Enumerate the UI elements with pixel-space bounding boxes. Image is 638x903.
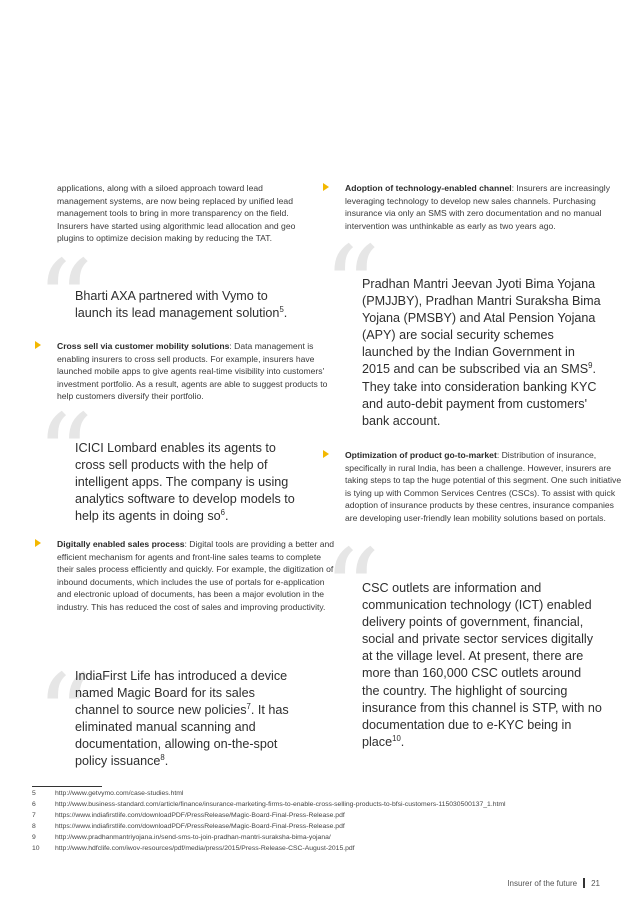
quote-mark-icon: “: [36, 237, 94, 367]
footnote[interactable]: 9 http://www.pradhanmantriyojana.in/send-sms-to-join-pradhan-mantri-suraksha-bima-yojana/: [32, 834, 331, 841]
quote-icici-lombard: ICICI Lombard enables its agents to cross sell products with the help of intelligent apps. The company is using analytics software to develop models to help its agents in doing $so^6$.: [75, 441, 295, 524]
quote-mark-icon: “: [36, 391, 94, 521]
bullet-tech-channel: Adoption of technology-enabled channel: Insurers are increasingly leveraging technology to develop new sales channels. Purchasing insurance via only an SMS with zero documentation and no manual intervention was unthinkable as early as two years ago.: [320, 182, 625, 232]
page-footer: [507, 878, 600, 888]
quote-indiafirst-life: IndiaFirst Life has introduced a device named Magic Board for its sales channel to source new policies$^7$. It has eliminated manual scanning and documentation, allowing on-the-spot policy issuance$^8$.: [75, 669, 289, 769]
bullet-product-gtm: Optimization of product go-to-market: Distribution of insurance, specifically in rural India, has been a challenge. However, insurers are taking steps to tap the huge potential of this segment. One such initiative is tying up with Common Services Centres (CSCs). To assist with quick adoption of insurance products by these centres, insurance companies are developing user-friendly lean mobility solutions based on portals.: [320, 449, 625, 525]
footnote[interactable]: 6 http://www.business-standard.com/article/finance/insurance-marketing-firms-to-enable-cross-selling-products-to-bfsi-customers-115030500137_1.html: [32, 801, 506, 808]
page-number: 21: [591, 879, 600, 888]
footnote[interactable]: 10 http://www.hdfclife.com/iwov-resources/pdf/media/press/2015/Press-Release-CSC-August-2015.pdf: [32, 845, 355, 852]
quote-csc-outlets: CSC outlets are information and communication technology (ICT) enabled delivery points of government, financial, social and private sector services digitally at the village level. At present, there are more than 160,000 CSC outlets around the country. The highlight of sourcing insurance from this channel is STP, with no documentation due to e-KYC being in place$^{10}$.: [362, 581, 602, 749]
bullet-digital-sales: Digitally enabled sales process: Digital tools are providing a better and efficient mechanism for agents and front-line sales teams to complete their sales process efficiently and quickly. For example, the digitization of inbound documents, which includes the use of portals for e-application and electronic upload of documents, has been a major evolution in the industry. This has reduced the cost of sales and improving productivity.: [32, 538, 337, 614]
bullet-arrow-icon: [35, 341, 41, 349]
bullet-arrow-icon: [323, 450, 329, 458]
footer-separator: [583, 878, 585, 888]
left-intro-paragraph: applications, along with a siloed approach toward lead management systems, are now being replaced by unified lead management tools to bring in more transparency on the field. Insurers have started using algorithmic lead allocation and geo plugins to optimize decision making by reducing the TAT.: [57, 183, 296, 244]
footnote[interactable]: 5 http://www.getvymo.com/case-studies.html: [32, 790, 184, 797]
footnote[interactable]: 7 https://www.indiafirstlife.com/downloadPDF/PressRelease/Magic-Board-Final-Press-Release.pdf: [32, 812, 345, 819]
quote-mark-icon: “: [323, 526, 381, 656]
quote-mark-icon: “: [36, 651, 94, 781]
bullet-arrow-icon: [323, 183, 329, 191]
bullet-arrow-icon: [35, 539, 41, 547]
bullet-cross-sell: Cross sell via customer mobility solutions: Data management is enabling insurers to cross sell products. For example, insurers have launched mobile apps to give agents real-time visibility into customers' investment portfolio. As a result, agents are able to suggest products to help customers diversify their portfolio.: [32, 340, 337, 403]
footer-title: Insurer of the future: [507, 879, 578, 888]
footnote-divider: [32, 786, 102, 787]
quote-mark-icon: “: [323, 223, 381, 353]
quote-bharti-axa: Bharti AXA partnered with Vymo to launch its lead management solution$^5$.: [75, 289, 288, 321]
quote-pm-schemes: Pradhan Mantri Jeevan Jyoti Bima Yojana (PMJJBY), Pradhan Mantri Suraksha Bima Yojana (PMSBY) and Atal Pension Yojana (APY) are social security schemes launched by the Indian Government in 2015 and can be subscribed via an SMS$^9$. They take into consideration banking KYC and auto-debit payment from customers' bank account.: [362, 277, 601, 428]
footnote[interactable]: 8 https://www.indiafirstlife.com/downloadPDF/PressRelease/Magic-Board-Final-Press-Release.pdf: [32, 823, 345, 830]
